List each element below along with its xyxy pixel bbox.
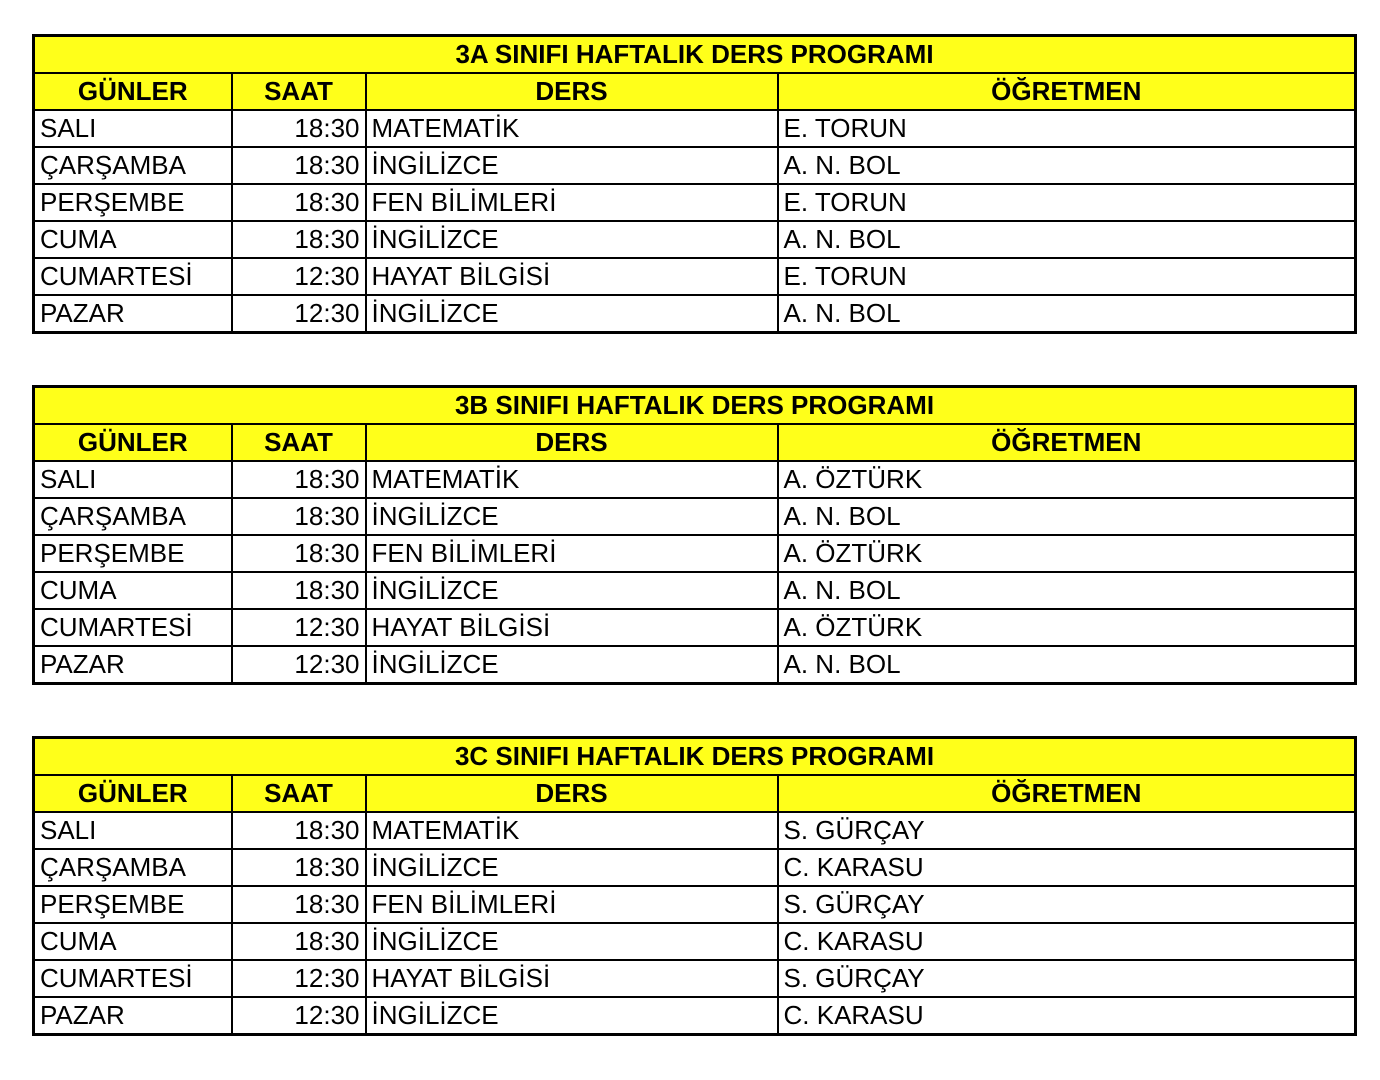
table-row <box>34 221 1356 258</box>
lesson-cell: MATEMATİK <box>366 110 778 147</box>
lesson-cell: MATEMATİK <box>366 461 778 498</box>
table-row <box>34 258 1356 295</box>
teacher-cell: C. KARASU <box>778 997 1356 1035</box>
table-row <box>34 572 1356 609</box>
table-row <box>34 535 1356 572</box>
day-cell: CUMA <box>34 923 232 960</box>
time-cell: 18:30 <box>232 110 366 147</box>
day-cell: SALI <box>34 110 232 147</box>
lesson-cell: İNGİLİZCE <box>366 498 778 535</box>
teacher-cell: A. N. BOL <box>778 147 1356 184</box>
table-title: 3A SINIFI HAFTALIK DERS PROGRAMI <box>34 36 1356 74</box>
time-cell: 18:30 <box>232 535 366 572</box>
column-header-teacher: ÖĞRETMEN <box>778 73 1356 110</box>
column-header-days: GÜNLER <box>34 775 232 812</box>
teacher-cell: A. N. BOL <box>778 646 1356 684</box>
time-cell: 18:30 <box>232 572 366 609</box>
day-cell: CUMARTESİ <box>34 258 232 295</box>
day-cell: ÇARŞAMBA <box>34 498 232 535</box>
column-header-time: SAAT <box>232 775 366 812</box>
table-row <box>34 498 1356 535</box>
teacher-cell: A. N. BOL <box>778 498 1356 535</box>
table-row <box>34 609 1356 646</box>
lesson-cell: İNGİLİZCE <box>366 295 778 333</box>
teacher-cell: E. TORUN <box>778 184 1356 221</box>
lesson-cell: İNGİLİZCE <box>366 923 778 960</box>
schedule-table-3a <box>32 34 1357 334</box>
time-cell: 18:30 <box>232 461 366 498</box>
time-cell: 12:30 <box>232 960 366 997</box>
time-cell: 18:30 <box>232 147 366 184</box>
teacher-cell: C. KARASU <box>778 923 1356 960</box>
table-row <box>34 997 1356 1035</box>
lesson-cell: FEN BİLİMLERİ <box>366 184 778 221</box>
table-title: 3B SINIFI HAFTALIK DERS PROGRAMI <box>34 387 1356 425</box>
table-row <box>34 110 1356 147</box>
column-header-lesson: DERS <box>366 775 778 812</box>
table-row <box>34 812 1356 849</box>
time-cell: 12:30 <box>232 258 366 295</box>
schedule-table-3b <box>32 385 1357 685</box>
time-cell: 18:30 <box>232 923 366 960</box>
table-row <box>34 960 1356 997</box>
day-cell: PERŞEMBE <box>34 886 232 923</box>
time-cell: 18:30 <box>232 221 366 258</box>
day-cell: CUMARTESİ <box>34 960 232 997</box>
time-cell: 18:30 <box>232 498 366 535</box>
teacher-cell: A. N. BOL <box>778 221 1356 258</box>
lesson-cell: HAYAT BİLGİSİ <box>366 609 778 646</box>
table-row <box>34 461 1356 498</box>
day-cell: PAZAR <box>34 997 232 1035</box>
lesson-cell: FEN BİLİMLERİ <box>366 886 778 923</box>
lesson-cell: HAYAT BİLGİSİ <box>366 258 778 295</box>
column-header-days: GÜNLER <box>34 424 232 461</box>
column-header-days: GÜNLER <box>34 73 232 110</box>
day-cell: CUMARTESİ <box>34 609 232 646</box>
lesson-cell: İNGİLİZCE <box>366 221 778 258</box>
table-title: 3C SINIFI HAFTALIK DERS PROGRAMI <box>34 738 1356 776</box>
time-cell: 12:30 <box>232 295 366 333</box>
table-row <box>34 849 1356 886</box>
teacher-cell: S. GÜRÇAY <box>778 886 1356 923</box>
table-row <box>34 923 1356 960</box>
table-row <box>34 184 1356 221</box>
day-cell: SALI <box>34 812 232 849</box>
teacher-cell: A. ÖZTÜRK <box>778 461 1356 498</box>
teacher-cell: A. N. BOL <box>778 295 1356 333</box>
time-cell: 12:30 <box>232 609 366 646</box>
lesson-cell: İNGİLİZCE <box>366 646 778 684</box>
teacher-cell: A. ÖZTÜRK <box>778 535 1356 572</box>
lesson-cell: İNGİLİZCE <box>366 997 778 1035</box>
teacher-cell: S. GÜRÇAY <box>778 960 1356 997</box>
day-cell: PAZAR <box>34 295 232 333</box>
time-cell: 18:30 <box>232 886 366 923</box>
time-cell: 18:30 <box>232 812 366 849</box>
time-cell: 18:30 <box>232 184 366 221</box>
day-cell: CUMA <box>34 221 232 258</box>
teacher-cell: A. ÖZTÜRK <box>778 609 1356 646</box>
day-cell: PAZAR <box>34 646 232 684</box>
lesson-cell: FEN BİLİMLERİ <box>366 535 778 572</box>
lesson-cell: HAYAT BİLGİSİ <box>366 960 778 997</box>
lesson-cell: İNGİLİZCE <box>366 849 778 886</box>
time-cell: 12:30 <box>232 646 366 684</box>
teacher-cell: S. GÜRÇAY <box>778 812 1356 849</box>
day-cell: SALI <box>34 461 232 498</box>
lesson-cell: MATEMATİK <box>366 812 778 849</box>
table-row <box>34 646 1356 684</box>
day-cell: ÇARŞAMBA <box>34 147 232 184</box>
lesson-cell: İNGİLİZCE <box>366 572 778 609</box>
day-cell: PERŞEMBE <box>34 184 232 221</box>
teacher-cell: C. KARASU <box>778 849 1356 886</box>
column-header-lesson: DERS <box>366 73 778 110</box>
column-header-time: SAAT <box>232 73 366 110</box>
teacher-cell: E. TORUN <box>778 110 1356 147</box>
table-row <box>34 147 1356 184</box>
teacher-cell: E. TORUN <box>778 258 1356 295</box>
lesson-cell: İNGİLİZCE <box>366 147 778 184</box>
table-row <box>34 295 1356 333</box>
schedule-table-3c <box>32 736 1357 1036</box>
day-cell: CUMA <box>34 572 232 609</box>
time-cell: 18:30 <box>232 849 366 886</box>
day-cell: PERŞEMBE <box>34 535 232 572</box>
column-header-lesson: DERS <box>366 424 778 461</box>
teacher-cell: A. N. BOL <box>778 572 1356 609</box>
column-header-teacher: ÖĞRETMEN <box>778 775 1356 812</box>
time-cell: 12:30 <box>232 997 366 1035</box>
table-row <box>34 886 1356 923</box>
column-header-teacher: ÖĞRETMEN <box>778 424 1356 461</box>
day-cell: ÇARŞAMBA <box>34 849 232 886</box>
column-header-time: SAAT <box>232 424 366 461</box>
